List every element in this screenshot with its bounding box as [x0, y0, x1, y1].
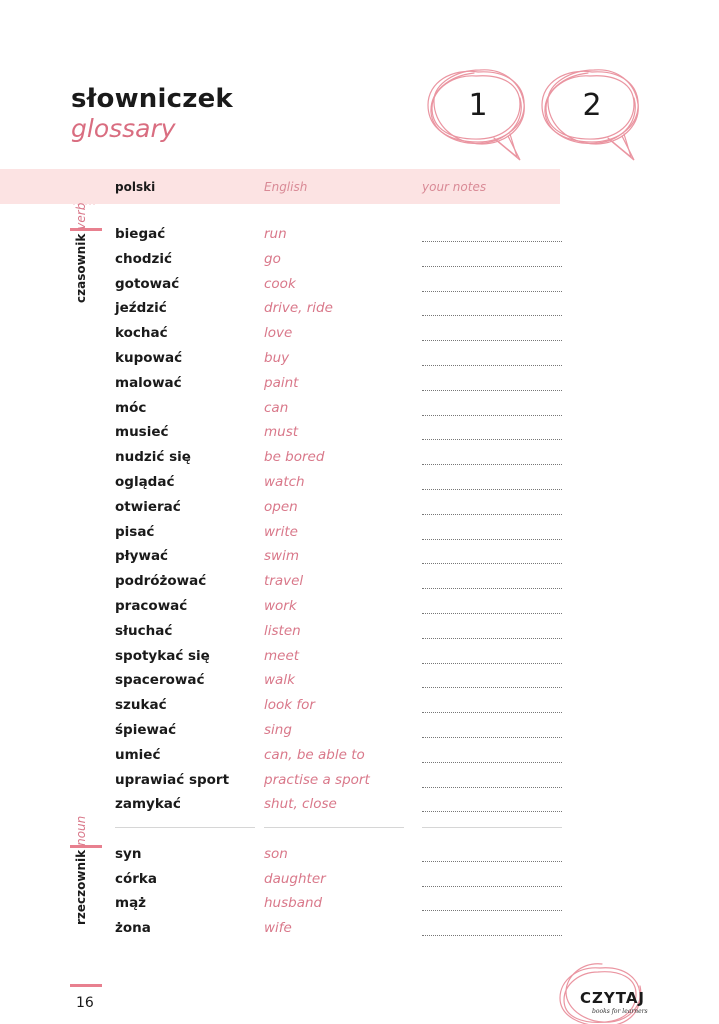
english-word: meet: [264, 648, 300, 664]
level-2-label: 2: [582, 88, 602, 123]
glossary-row: [0, 474, 719, 498]
english-word: paint: [264, 375, 299, 391]
level-1-label: 1: [468, 88, 488, 123]
glossary-row: [0, 871, 719, 895]
notes-line[interactable]: [422, 613, 562, 614]
polish-word: kochać: [115, 325, 168, 341]
glossary-row: [0, 648, 719, 672]
notes-line[interactable]: [422, 514, 562, 515]
glossary-row: [0, 276, 719, 300]
polish-word: móc: [115, 400, 147, 416]
glossary-row: [0, 251, 719, 275]
polish-word: żona: [115, 920, 151, 936]
english-word: son: [264, 846, 288, 862]
section-label-pl: rzeczownik: [74, 849, 88, 925]
english-word: watch: [264, 474, 305, 490]
english-word: husband: [264, 895, 323, 911]
polish-word: jeździć: [115, 300, 167, 316]
page-number: 16: [76, 995, 94, 1011]
notes-line[interactable]: [422, 861, 562, 862]
polish-word: podróżować: [115, 573, 207, 589]
glossary-row: [0, 548, 719, 572]
polish-word: musieć: [115, 424, 169, 440]
page-subtitle: glossary: [71, 114, 176, 143]
polish-word: córka: [115, 871, 158, 887]
english-word: look for: [264, 697, 315, 713]
english-word: be bored: [264, 449, 325, 465]
glossary-row: [0, 920, 719, 944]
polish-word: mąż: [115, 895, 147, 911]
notes-line[interactable]: [422, 663, 562, 664]
polish-word: zamykać: [115, 796, 181, 812]
glossary-row: [0, 424, 719, 448]
english-word: can, be able to: [264, 747, 365, 763]
glossary-row: [0, 226, 719, 250]
publisher-logo: CZYTAJ: [580, 989, 646, 1007]
glossary-row: [0, 895, 719, 919]
section-divider: [422, 827, 562, 828]
section-divider: [115, 827, 255, 828]
polish-word: spotykać się: [115, 648, 210, 664]
polish-word: malować: [115, 375, 182, 391]
english-word: shut, close: [264, 796, 337, 812]
english-word: listen: [264, 623, 301, 639]
english-word: daughter: [264, 871, 326, 887]
english-word: cook: [264, 276, 296, 292]
polish-word: pracować: [115, 598, 188, 614]
english-word: can: [264, 400, 289, 416]
notes-line[interactable]: [422, 787, 562, 788]
english-word: go: [264, 251, 281, 267]
polish-word: biegać: [115, 226, 166, 242]
notes-line[interactable]: [422, 415, 562, 416]
glossary-row: [0, 697, 719, 721]
english-word: wife: [264, 920, 292, 936]
column-header-notes: your notes: [422, 180, 487, 194]
notes-line[interactable]: [422, 762, 562, 763]
glossary-row: [0, 449, 719, 473]
english-word: must: [264, 424, 299, 440]
polish-word: słuchać: [115, 623, 173, 639]
polish-word: kupować: [115, 350, 183, 366]
english-word: buy: [264, 350, 290, 366]
polish-word: uprawiać sport: [115, 772, 230, 788]
notes-line[interactable]: [422, 365, 562, 366]
notes-line[interactable]: [422, 340, 562, 341]
polish-word: chodzić: [115, 251, 173, 267]
glossary-row: [0, 350, 719, 374]
polish-word: umieć: [115, 747, 161, 763]
notes-line[interactable]: [422, 439, 562, 440]
glossary-row: [0, 524, 719, 548]
section-label-en: noun: [74, 815, 88, 846]
publisher-logo-tagline: books for learners: [592, 1008, 648, 1015]
english-word: run: [264, 226, 287, 242]
english-word: love: [264, 325, 293, 341]
section-divider: [264, 827, 404, 828]
english-word: drive, ride: [264, 300, 333, 316]
polish-word: otwierać: [115, 499, 181, 515]
glossary-row: [0, 846, 719, 870]
notes-line[interactable]: [422, 291, 562, 292]
section-label-en: verb: [74, 202, 88, 230]
glossary-row: [0, 747, 719, 771]
notes-line[interactable]: [422, 811, 562, 812]
polish-word: gotować: [115, 276, 180, 292]
english-word: write: [264, 524, 298, 540]
notes-line[interactable]: [422, 712, 562, 713]
section-label-pl: czasownik: [74, 233, 88, 303]
notes-line[interactable]: [422, 638, 562, 639]
glossary-row: [0, 722, 719, 746]
notes-line[interactable]: [422, 588, 562, 589]
polish-word: pływać: [115, 548, 169, 564]
page-title: słowniczek: [71, 84, 233, 114]
notes-line[interactable]: [422, 910, 562, 911]
notes-line[interactable]: [422, 315, 562, 316]
notes-line[interactable]: [422, 390, 562, 391]
glossary-row: [0, 375, 719, 399]
glossary-row: [0, 573, 719, 597]
notes-line[interactable]: [422, 266, 562, 267]
glossary-row: [0, 400, 719, 424]
polish-word: syn: [115, 846, 142, 862]
english-word: travel: [264, 573, 304, 589]
page-number-marker: [70, 984, 102, 987]
column-header-polski: polski: [115, 180, 156, 194]
english-word: practise a sport: [264, 772, 370, 788]
polish-word: oglądać: [115, 474, 175, 490]
notes-line[interactable]: [422, 737, 562, 738]
glossary-row: [0, 623, 719, 647]
column-header-english: English: [264, 180, 308, 194]
english-word: sing: [264, 722, 292, 738]
polish-word: śpiewać: [115, 722, 177, 738]
glossary-row: [0, 598, 719, 622]
polish-word: nudzić się: [115, 449, 191, 465]
notes-line[interactable]: [422, 886, 562, 887]
notes-line[interactable]: [422, 687, 562, 688]
notes-line[interactable]: [422, 935, 562, 936]
glossary-row: [0, 796, 719, 820]
notes-line[interactable]: [422, 563, 562, 564]
glossary-row: [0, 300, 719, 324]
notes-line[interactable]: [422, 464, 562, 465]
polish-word: pisać: [115, 524, 155, 540]
english-word: walk: [264, 672, 295, 688]
polish-word: spacerować: [115, 672, 205, 688]
notes-line[interactable]: [422, 241, 562, 242]
notes-line[interactable]: [422, 489, 562, 490]
glossary-row: [0, 672, 719, 696]
glossary-row: [0, 325, 719, 349]
english-word: work: [264, 598, 297, 614]
glossary-row: [0, 499, 719, 523]
english-word: swim: [264, 548, 299, 564]
english-word: open: [264, 499, 298, 515]
glossary-row: [0, 772, 719, 796]
polish-word: szukać: [115, 697, 167, 713]
notes-line[interactable]: [422, 539, 562, 540]
